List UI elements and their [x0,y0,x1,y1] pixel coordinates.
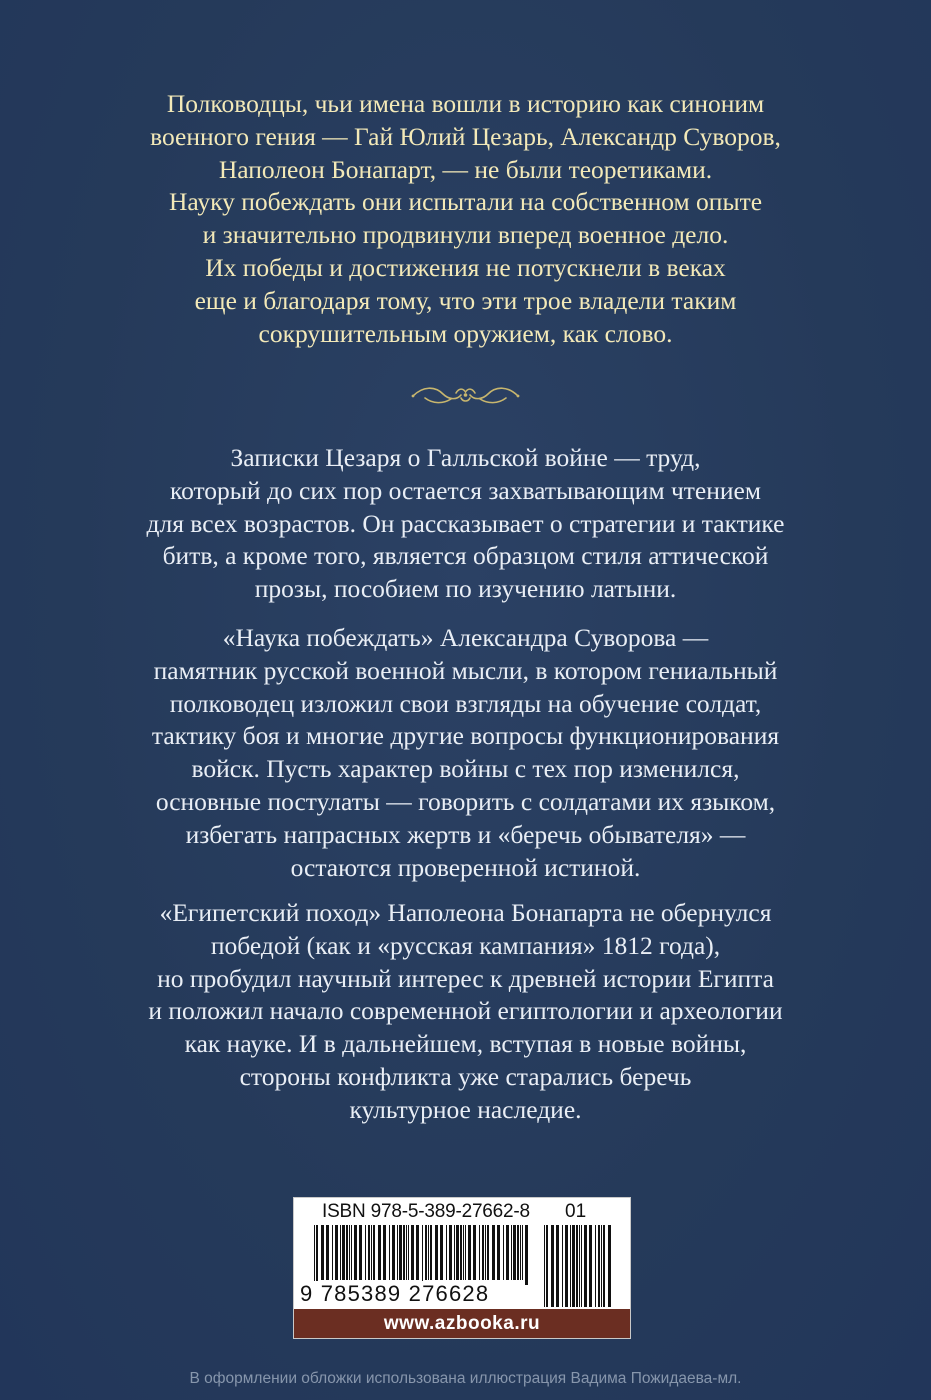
barcode-bar [373,1225,375,1280]
barcode-bar [397,1225,398,1280]
barcode-bar [544,1225,545,1307]
barcode-bar [460,1225,462,1280]
barcode-bar [506,1225,509,1280]
barcode-bar [492,1225,495,1280]
paragraph-line: как науке. И в дальнейшем, вступая в новые войны, [184,1029,747,1059]
intro-line: еще и благодаря тому, что эти трое владели таким [194,285,737,315]
barcode-bar [340,1225,341,1280]
barcode-bar [522,1225,523,1280]
barcode-bar [576,1225,578,1307]
barcode-bar [598,1225,600,1307]
barcode-bar [468,1225,471,1280]
intro-line: сокрушительным оружием, как слово. [258,318,673,348]
barcode-bar [392,1225,395,1280]
paragraph-line: «Наука побеждать» Александра Суворова — [222,623,709,652]
barcode-bar [572,1225,575,1307]
barcode-bar [497,1225,500,1280]
barcode-bar [503,1225,504,1280]
scroll-flourish-icon [409,382,522,408]
barcode-bar [603,1225,605,1307]
barcode-bar [430,1225,432,1280]
paragraph-line: избегать напрасных жертв и «беречь обывателя» — [185,819,746,849]
intro-line: Наполеон Бонапарт, — не были теоретиками. [218,154,713,184]
addon-code: 01 [565,1201,587,1222]
barcode-bar [513,1225,516,1280]
barcode-bar [565,1225,568,1307]
barcode-bar [406,1225,407,1280]
barcode-bar [562,1225,563,1307]
barcode-bar [601,1225,602,1307]
barcode-bar [342,1225,345,1280]
barcode-bar [473,1225,476,1280]
barcode-bar [446,1225,447,1280]
paragraph-line: прозы, пособием по изучению латыни. [254,574,677,604]
barcode-bar [314,1225,315,1285]
barcode-bar [365,1225,366,1280]
barcode-bar [485,1225,486,1280]
barcode-bar [335,1225,338,1280]
paragraph-caesar [0,442,931,606]
barcode-bar [428,1225,429,1280]
barcode-bar [449,1225,452,1280]
barcode-bar [408,1225,409,1280]
paragraph-line: тактику боя и многие другие вопросы функционирования [151,721,780,751]
intro-paragraph [0,88,931,350]
barcode-bar [316,1225,318,1285]
paragraph-line: памятник русской военной мысли, в котором гениальный [153,655,778,685]
paragraph-line: победой (как и «русская кампания» 1812 года), [210,930,721,960]
barcode-bar [371,1225,372,1280]
cover-credit: В оформлении обложки использована иллюстрация Вадима Пожидаева-мл. [189,1370,742,1387]
barcode-bar [349,1225,350,1280]
barcode-bar [354,1225,357,1280]
barcode-bar [595,1225,596,1307]
publisher-url: www.azbooka.ru [294,1309,630,1338]
barcode-bar [581,1225,582,1307]
barcode-bar [589,1225,592,1307]
paragraph-line: но пробудил научный интерес к древней истории Египта [157,963,774,993]
barcode-bar [456,1225,459,1280]
barcode-bar [517,1225,519,1280]
barcode-bar [454,1225,455,1280]
barcode-panel [293,1197,631,1339]
barcode-bar [479,1225,480,1280]
barcode-bar [465,1225,466,1280]
barcode-bar [321,1225,324,1280]
barcode-bar [482,1225,484,1280]
barcode-bar [346,1225,348,1280]
paragraph-line: Записки Цезаря о Галльской войне — труд, [230,443,701,472]
barcode-bar [403,1225,405,1280]
intro-line: Их победы и достижения не потускнели в веках [205,252,726,282]
paragraph-line: который до сих пор остается захватывающим чтением [169,475,762,505]
paragraph-line: и положил начало современной египтологии и археологии [148,996,783,1026]
intro-line: и значительно продвинули вперед военное дело. [202,220,729,250]
paragraph-line: «Египетский поход» Наполеона Бонапарта не обернулся [159,898,772,927]
barcode-bar [608,1225,611,1307]
barcode-bar [425,1225,427,1280]
barcode-bar [546,1225,548,1307]
paragraph-line: для всех возрастов. Он рассказывает о стратегии и тактике [146,508,785,538]
barcode-bar [368,1225,370,1280]
paragraph-line: стороны конфликта уже старались беречь [239,1061,692,1091]
barcode-bar [570,1225,571,1307]
barcode-bar [556,1225,559,1307]
paragraph-line: полководец изложил свои взгляды на обучение солдат, [169,688,762,718]
paragraph-line: культурное наследие. [349,1094,582,1124]
barcode-bar [378,1225,381,1280]
paragraph-napoleon [0,897,931,1127]
barcode-bar [359,1225,362,1280]
barcode-bar [411,1225,414,1280]
paragraph-suvorov [0,622,931,884]
intro-line: военного гения — Гай Юлий Цезарь, Александр Суворов, [150,121,781,151]
barcode-bar [440,1225,443,1280]
barcode-digits: 9 785389 276628 [300,1281,490,1306]
barcode-bar [520,1225,521,1280]
barcode-bar [525,1225,528,1285]
barcode-bar [422,1225,423,1285]
barcode-bar [383,1225,386,1280]
barcode-bar [579,1225,580,1307]
paragraph-line: остаются проверенной истиной. [290,852,641,882]
paragraph-line: битв, а кроме того, является образцом стиля аттической [162,541,769,571]
barcode-bar [326,1225,329,1280]
barcode-bar [584,1225,587,1307]
barcode-bar [435,1225,438,1280]
barcode-bar [389,1225,390,1280]
intro-line: Науку побеждать они испытали на собственном опыте [168,187,763,217]
barcode-bar [332,1225,333,1280]
barcode-bar [416,1225,419,1280]
barcode-bar [463,1225,464,1280]
barcode-bar [511,1225,512,1280]
barcode-bar [551,1225,554,1307]
barcode-bar [351,1225,352,1280]
intro-line: Полководцы, чьи имена вошли в историю как синоним [166,89,765,118]
barcode-bar [399,1225,402,1280]
barcode-bar [487,1225,489,1280]
paragraph-line: основные постулаты — говорить с солдатами их языком, [155,786,776,816]
paragraph-line: войск. Пусть характер войны с тех пор изменился, [191,754,740,784]
isbn-label: ISBN 978-5-389-27662-8 [322,1201,530,1222]
